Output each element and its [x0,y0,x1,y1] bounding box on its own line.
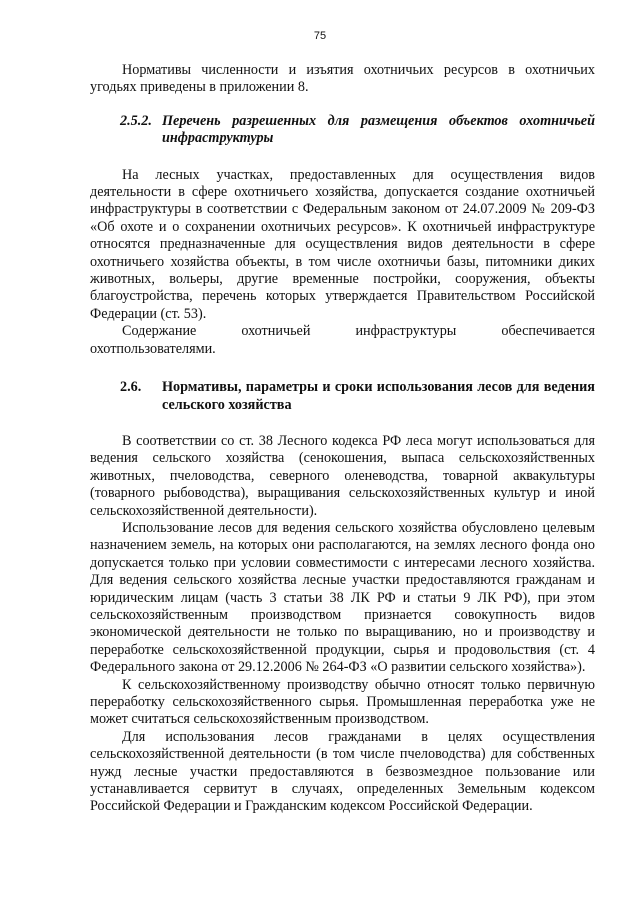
section-title: Перечень разрешенных для размещения объектов охотничьей инфраструктуры [162,112,595,147]
section-heading-2-5-2 [90,113,595,148]
paragraph: К сельскохозяйственному производству обычно относят только первичную переработку сельскохозяйственного сырья. Промышленная переработка уже не может считаться сельскохозяйственным производством. [90,676,595,728]
section-title: Нормативы, параметры и сроки использования лесов для ведения сельского хозяйства [162,379,595,413]
paragraph: В соответствии со ст. 38 Лесного кодекса РФ леса могут использоваться для ведения сельского хозяйства (сенокошения, выпаса сельскохозяйственных животных, пчеловодства, северного оленеводства, товарной аквакультуры (товарного рыбоводства), выращивания сельскохозяйственных культур и иной сельскохозяйственной деятельности). [90,432,595,519]
page-number: 75 [313,30,327,42]
paragraph: На лесных участках, предоставленных для осуществления видов деятельности в сфере охотничьего хозяйства, допускается создание охотничьей инфраструктуры в соответствии с Федеральным законом от 24.07.2009 № 209-ФЗ «Об охоте и о сохранении охотничьих ресурсов». К охотничьей инфраструктуре относятся предназначенные для осуществления видов деятельности в сфере охотничьего хозяйства объекты, в том числе охотничьи базы, питомники диких животных, вольеры, другие временные постройки, сооружения, объекты благоустройства, перечень которых утверждается Правительством Российской Федерации (ст. 53). [90,166,595,322]
intro-paragraph: Нормативы численности и изъятия охотничьих ресурсов в охотничьих угодьях приведены в приложении 8. [90,62,595,96]
section-number: 2.6. [120,379,142,396]
page-content [90,62,595,816]
paragraph: Использование лесов для ведения сельского хозяйства обусловлено целевым назначением земель, на которых они располагаются, на землях лесного фонда оно допускается только при условии совместимости с интересами лесного хозяйства. Для ведения сельского хозяйства лесные участки предоставляются гражданам и юридическим лицам (часть 3 статьи 38 ЛК РФ и статьи 9 ЛК РФ), при этом сельскохозяйственным производством признается совокупность видов экономической деятельности не только по выращиванию, но и производству и переработке сельскохозяйственной продукции, сырья и продовольствия (ст. 4 Федерального закона от 29.12.2006 № 264-ФЗ «О развитии сельского хозяйства»). [90,519,595,676]
section-heading-2-6 [90,379,595,414]
section-number: 2.5.2. [120,112,152,129]
paragraph: Для использования лесов гражданами в целях осуществления сельскохозяйственной деятельности (в том числе пчеловодства) для собственных нужд лесные участки предоставляются в безвозмездное пользование или устанавливается сервитут в случаях, определенных Земельным кодексом Российской Федерации и Гражданским кодексом Российской Федерации. [90,728,595,815]
paragraph: Содержание охотничьей инфраструктуры обеспечивается охотпользователями. [90,323,595,357]
